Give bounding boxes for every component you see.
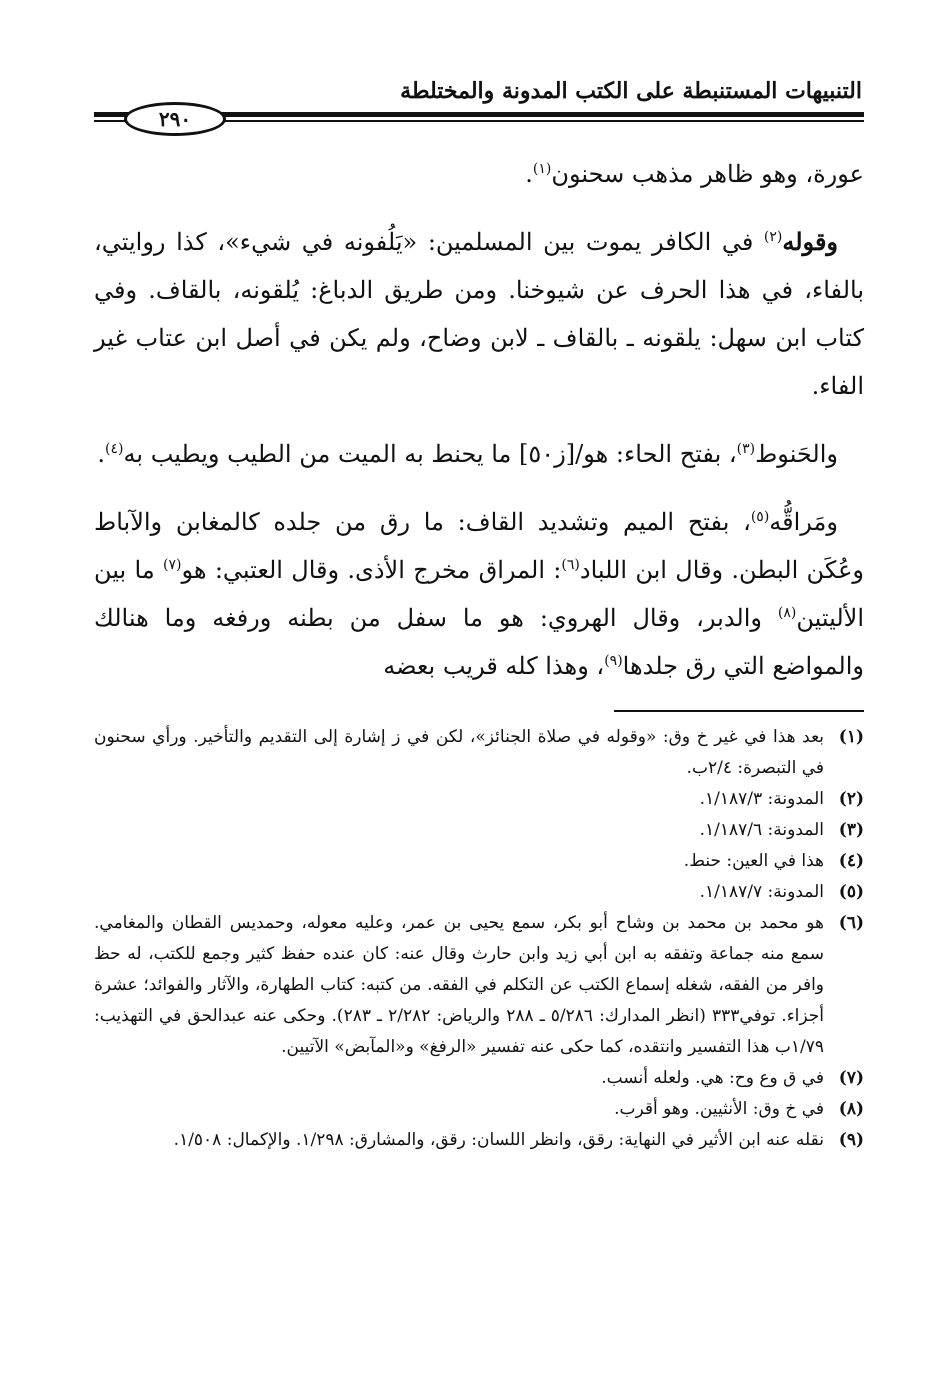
footnote-number: (١) [838, 727, 864, 747]
footnote-ref-6: (٦) [561, 557, 580, 573]
paragraph-2-text: في الكافر يموت بين المسلمين: «يَلُفونه في شيء»، كذا روايتي، بالفاء، في هذا الحرف عن شيوخنا. ومن طريق الدباغ: يُلقونه، بالقاف. وفي كتاب ابن سهل: يلقونه ـ بالقاف ـ لابن وضاح، ولم يكن في أصل ابن عتاب غير الفاء. [94, 228, 865, 400]
paragraph-1 [94, 150, 864, 198]
footnote-1 [94, 722, 864, 784]
footnote-ref-9: (٩) [604, 653, 623, 669]
footnotes [94, 722, 864, 1156]
footnote-ref-5: (٥) [750, 509, 770, 525]
footnote-ref-3: (٣) [736, 441, 756, 457]
footnote-text: في ق وع وح: هي. ولعله أنسب. [601, 1068, 824, 1088]
paragraph-4-text-f: ، وهذا كله قريب بعضه [383, 652, 605, 680]
footnote-text: نقله عنه ابن الأثير في النهاية: رقق، وانظر اللسان: رقق، والمشارق: ١/٢٩٨. والإكمال: ١/٥٠٨. [173, 1130, 824, 1150]
footnote-ref-8: (٨) [777, 605, 797, 621]
paragraph-1-text: عورة، وهو ظاهر مذهب سحنون [551, 160, 864, 188]
footnote-number: (٤) [838, 851, 864, 871]
footnote-number: (٢) [838, 789, 864, 809]
paragraph-2 [94, 218, 864, 410]
running-title: التنبيهات المستنبطة على الكتب المدونة والمختلطة [400, 78, 862, 104]
footnote-text: بعد هذا في غير خ وق: «وقوله في صلاة الجنائز»، لكن في ز إشارة إلى التقديم والتأخير. ورأي سحنون في التبصرة: ٢/٤ب. [94, 727, 824, 778]
footnote-number: (٩) [838, 1130, 864, 1150]
footnote-separator [614, 710, 864, 712]
page [94, 60, 864, 1156]
page-number: ٢٩٠ [124, 102, 226, 136]
footnote-text: هو محمد بن محمد بن وشاح أبو بكر، سمع يحيى بن عمر، وعليه معوله، وحمديس القطان والمغامي. سمع منه جماعة وتفقه به ابن أبي زيد وابن حارث وقال عنه: كان عنده حفظ كثير وجمع للكتب، له حظ وافر من الفقه، شغله إسماع الكتب عن التكلم في الفقه. من كتبه: كتاب الطهارة، والآثار والفوائد؛ عشرة أجزاء. توفي٣٣٣ (انظر المدارك: ٥/٢٨٦ ـ ٢٨٨ والرياض: ٢/٢٨٢ ـ ٢٨٣). وحكى عنه عبدالحق في التهذيب: ١/٧٩ب هذا التفسير وانتقده، كما حكى عنه تفسير «الرفغ» و«المآبض» الآتيين. [94, 913, 825, 1057]
footnote-3 [94, 815, 864, 846]
paragraph-4-text-d: ما بين الأليتين [94, 556, 864, 632]
footnote-4 [94, 846, 864, 877]
paragraph-3-end: . [97, 440, 106, 468]
footnote-6 [94, 908, 864, 1063]
main-text [94, 150, 864, 690]
footnote-text: المدونة: ١/١٨٧/٧. [699, 882, 824, 902]
paragraph-4 [94, 498, 864, 690]
footnote-5 [94, 877, 864, 908]
paragraph-3-text-a: والحَنوط [755, 440, 838, 468]
footnote-number: (٥) [838, 882, 864, 902]
footnote-number: (٨) [838, 1099, 864, 1119]
lemma-heading: وقوله [782, 227, 838, 256]
footnote-ref-4: (٤) [105, 441, 124, 457]
footnote-text: المدونة: ١/١٨٧/٦. [699, 820, 824, 840]
footnote-text: هذا في العين: حنط. [683, 851, 824, 871]
footnote-ref-2: (٢) [763, 229, 783, 245]
paragraph-3-text-b: ، بفتح الحاء: هو/[ز٥٠] ما يحنط به الميت من الطيب ويطيب به [123, 440, 737, 468]
footnote-number: (٦) [838, 913, 864, 933]
paragraph-3 [94, 430, 864, 478]
paragraph-4-text-c: : المراق مخرج الأذى. وقال العتبي: هو [181, 556, 562, 584]
paragraph-4-text-a: ومَراقُّه [769, 508, 838, 536]
paragraph-4-text-b: ، بفتح الميم وتشديد القاف: ما رق من جلده كالمغابن والآباط وعُكَن البطن. وقال ابن اللباد [94, 508, 864, 584]
footnote-ref-1: (١) [532, 161, 552, 177]
footnote-2 [94, 784, 864, 815]
footnote-number: (٣) [838, 820, 864, 840]
paragraph-4-text-e: والدبر، وقال الهروي: هو ما سفل من بطنه ورفغه وما هنالك والمواضع التي رق جلدها [94, 604, 864, 680]
footnote-ref-7: (٧) [163, 557, 182, 573]
paragraph-1-end: . [525, 160, 533, 188]
page-header [94, 60, 864, 132]
footnote-text: المدونة: ١/١٨٧/٣. [699, 789, 824, 809]
footnote-number: (٧) [838, 1068, 864, 1088]
footnote-7 [94, 1063, 864, 1094]
footnote-9 [94, 1125, 864, 1156]
footnote-text: في خ وق: الأنثيين. وهو أقرب. [614, 1099, 824, 1119]
footnote-8 [94, 1094, 864, 1125]
